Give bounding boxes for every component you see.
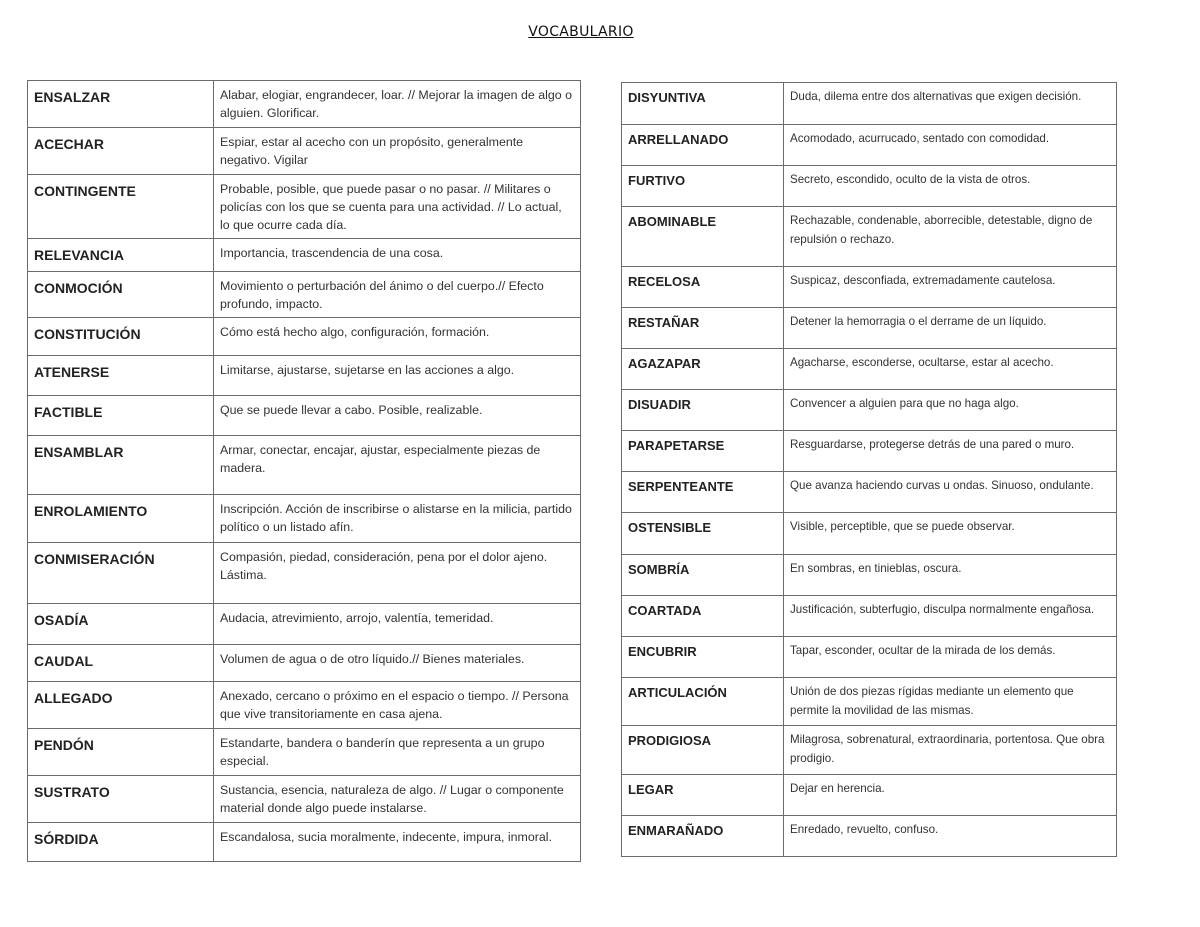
vocab-term: CONSTITUCIÓN bbox=[28, 318, 214, 356]
vocab-row bbox=[622, 431, 1117, 472]
vocab-row bbox=[28, 356, 581, 396]
vocabulary-table-right bbox=[621, 82, 1117, 857]
vocab-definition: Importancia, trascendencia de una cosa. bbox=[214, 239, 581, 272]
page-title: VOCABULARIO bbox=[528, 24, 634, 40]
vocab-row bbox=[622, 816, 1117, 857]
vocab-term: ENSALZAR bbox=[28, 81, 214, 128]
vocab-term: PENDÓN bbox=[28, 729, 214, 776]
vocab-row bbox=[28, 81, 581, 128]
vocab-row bbox=[622, 83, 1117, 125]
vocab-term: COARTADA bbox=[622, 596, 784, 637]
vocab-row bbox=[622, 775, 1117, 816]
vocab-row bbox=[28, 318, 581, 356]
vocab-definition: Agacharse, esconderse, ocultarse, estar al acecho. bbox=[784, 349, 1117, 390]
vocab-definition: Volumen de agua o de otro líquido.// Bienes materiales. bbox=[214, 645, 581, 682]
vocab-definition: Limitarse, ajustarse, sujetarse en las acciones a algo. bbox=[214, 356, 581, 396]
vocab-definition: Milagrosa, sobrenatural, extraordinaria, portentosa. Que obra prodigio. bbox=[784, 726, 1117, 775]
vocab-term: DISUADIR bbox=[622, 390, 784, 431]
vocab-definition: Acomodado, acurrucado, sentado con comodidad. bbox=[784, 125, 1117, 166]
vocab-row bbox=[28, 823, 581, 862]
vocab-definition: Que avanza haciendo curvas u ondas. Sinuoso, ondulante. bbox=[784, 472, 1117, 513]
vocab-row bbox=[28, 128, 581, 175]
vocab-definition: Resguardarse, protegerse detrás de una pared o muro. bbox=[784, 431, 1117, 472]
vocab-row bbox=[28, 396, 581, 436]
vocab-term: SERPENTEANTE bbox=[622, 472, 784, 513]
vocab-row bbox=[622, 125, 1117, 166]
vocab-term: FACTIBLE bbox=[28, 396, 214, 436]
vocab-row bbox=[622, 166, 1117, 207]
vocab-row bbox=[28, 729, 581, 776]
vocab-row bbox=[622, 207, 1117, 267]
vocab-term: ENROLAMIENTO bbox=[28, 495, 214, 543]
vocab-definition: Visible, perceptible, que se puede observar. bbox=[784, 513, 1117, 555]
vocab-term: CONTINGENTE bbox=[28, 175, 214, 239]
vocab-row bbox=[622, 349, 1117, 390]
vocab-definition: Alabar, elogiar, engrandecer, loar. // Mejorar la imagen de algo o alguien. Glorificar. bbox=[214, 81, 581, 128]
vocab-term: PARAPETARSE bbox=[622, 431, 784, 472]
vocab-term: AGAZAPAR bbox=[622, 349, 784, 390]
vocab-term: ENMARAÑADO bbox=[622, 816, 784, 857]
vocab-definition: Espiar, estar al acecho con un propósito, generalmente negativo. Vigilar bbox=[214, 128, 581, 175]
vocab-row bbox=[28, 776, 581, 823]
vocab-term: ABOMINABLE bbox=[622, 207, 784, 267]
vocab-definition: Anexado, cercano o próximo en el espacio o tiempo. // Persona que vive transitoriamente en casa ajena. bbox=[214, 682, 581, 729]
vocab-term: CONMOCIÓN bbox=[28, 272, 214, 318]
vocab-row bbox=[28, 272, 581, 318]
vocab-row bbox=[622, 267, 1117, 308]
vocab-row bbox=[28, 495, 581, 543]
vocab-row bbox=[622, 678, 1117, 726]
vocab-row bbox=[622, 596, 1117, 637]
vocab-row bbox=[622, 308, 1117, 349]
vocab-definition: Suspicaz, desconfiada, extremadamente cautelosa. bbox=[784, 267, 1117, 308]
vocab-term: RESTAÑAR bbox=[622, 308, 784, 349]
vocab-row bbox=[28, 239, 581, 272]
vocab-definition: Unión de dos piezas rígidas mediante un elemento que permite la movilidad de las mismas. bbox=[784, 678, 1117, 726]
vocab-definition: Convencer a alguien para que no haga algo. bbox=[784, 390, 1117, 431]
vocab-term: LEGAR bbox=[622, 775, 784, 816]
vocab-definition: Sustancia, esencia, naturaleza de algo. // Lugar o componente material donde algo puede instalarse. bbox=[214, 776, 581, 823]
vocab-row bbox=[28, 543, 581, 604]
vocab-term: ACECHAR bbox=[28, 128, 214, 175]
vocab-row bbox=[28, 175, 581, 239]
vocab-row bbox=[28, 604, 581, 645]
vocab-term: RELEVANCIA bbox=[28, 239, 214, 272]
vocab-term: ATENERSE bbox=[28, 356, 214, 396]
vocab-term: DISYUNTIVA bbox=[622, 83, 784, 125]
vocab-definition: Armar, conectar, encajar, ajustar, especialmente piezas de madera. bbox=[214, 436, 581, 495]
vocab-term: OSADÍA bbox=[28, 604, 214, 645]
vocab-row bbox=[622, 513, 1117, 555]
vocab-definition: Escandalosa, sucia moralmente, indecente, impura, inmoral. bbox=[214, 823, 581, 862]
vocab-term: PRODIGIOSA bbox=[622, 726, 784, 775]
vocab-term: SUSTRATO bbox=[28, 776, 214, 823]
vocab-definition: Rechazable, condenable, aborrecible, detestable, digno de repulsión o rechazo. bbox=[784, 207, 1117, 267]
vocab-definition: Enredado, revuelto, confuso. bbox=[784, 816, 1117, 857]
vocab-definition: Probable, posible, que puede pasar o no pasar. // Militares o policías con los que se cuenta para una actividad. // Lo actual, lo que ocurre cada día. bbox=[214, 175, 581, 239]
vocab-row bbox=[622, 726, 1117, 775]
vocab-row bbox=[622, 390, 1117, 431]
vocab-definition: Inscripción. Acción de inscribirse o alistarse en la milicia, partido político o un listado afín. bbox=[214, 495, 581, 543]
vocab-term: CONMISERACIÓN bbox=[28, 543, 214, 604]
vocab-term: ALLEGADO bbox=[28, 682, 214, 729]
vocab-term: ARRELLANADO bbox=[622, 125, 784, 166]
vocab-term: SOMBRÍA bbox=[622, 555, 784, 596]
vocab-term: OSTENSIBLE bbox=[622, 513, 784, 555]
vocab-term: FURTIVO bbox=[622, 166, 784, 207]
vocab-term: CAUDAL bbox=[28, 645, 214, 682]
vocab-definition: Que se puede llevar a cabo. Posible, realizable. bbox=[214, 396, 581, 436]
vocab-row bbox=[622, 555, 1117, 596]
vocab-definition: Tapar, esconder, ocultar de la mirada de los demás. bbox=[784, 637, 1117, 678]
vocab-definition: Audacia, atrevimiento, arrojo, valentía, temeridad. bbox=[214, 604, 581, 645]
vocab-definition: En sombras, en tinieblas, oscura. bbox=[784, 555, 1117, 596]
vocab-definition: Detener la hemorragia o el derrame de un líquido. bbox=[784, 308, 1117, 349]
vocab-definition: Dejar en herencia. bbox=[784, 775, 1117, 816]
vocab-row bbox=[28, 645, 581, 682]
vocab-definition: Movimiento o perturbación del ánimo o del cuerpo.// Efecto profundo, impacto. bbox=[214, 272, 581, 318]
vocab-row bbox=[622, 637, 1117, 678]
vocab-definition: Justificación, subterfugio, disculpa normalmente engañosa. bbox=[784, 596, 1117, 637]
vocabulary-table-left bbox=[27, 80, 581, 862]
vocab-definition: Secreto, escondido, oculto de la vista de otros. bbox=[784, 166, 1117, 207]
vocab-definition: Compasión, piedad, consideración, pena por el dolor ajeno. Lástima. bbox=[214, 543, 581, 604]
vocab-row bbox=[622, 472, 1117, 513]
vocab-definition: Duda, dilema entre dos alternativas que exigen decisión. bbox=[784, 83, 1117, 125]
vocab-term: RECELOSA bbox=[622, 267, 784, 308]
vocab-row bbox=[28, 436, 581, 495]
vocab-row bbox=[28, 682, 581, 729]
vocab-definition: Cómo está hecho algo, configuración, formación. bbox=[214, 318, 581, 356]
vocab-term: SÓRDIDA bbox=[28, 823, 214, 862]
vocab-definition: Estandarte, bandera o banderín que representa a un grupo especial. bbox=[214, 729, 581, 776]
vocab-term: ENSAMBLAR bbox=[28, 436, 214, 495]
vocab-term: ARTICULACIÓN bbox=[622, 678, 784, 726]
vocab-term: ENCUBRIR bbox=[622, 637, 784, 678]
